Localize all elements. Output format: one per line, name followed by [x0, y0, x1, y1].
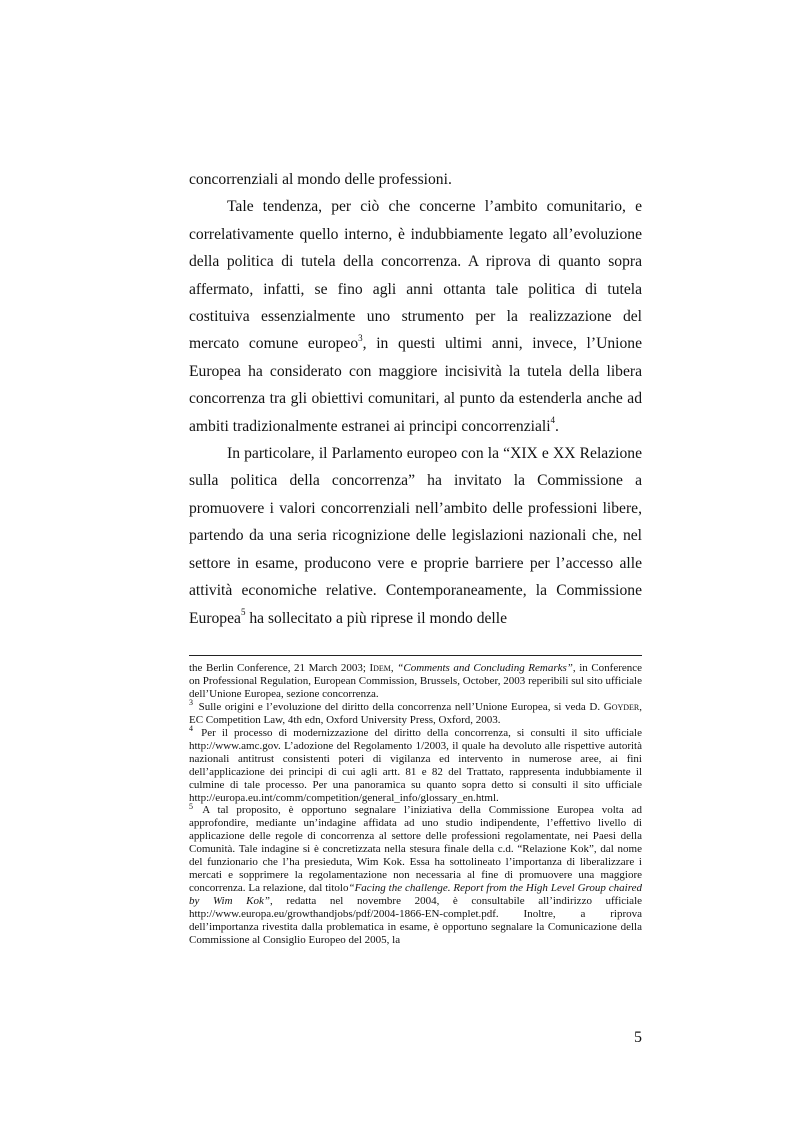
- paragraph-1: concorrenziali al mondo delle professioni.: [189, 171, 452, 188]
- paragraph-2: Tale tendenza, per ciò che concerne l’ambito comunitario, e correlativamente quello interno, è indubbiamente legato all’evoluzione della politica di tutela della concorrenza. A riprova di quanto sopra affermato, infatti, se fino agli anni ottanta tale politica di tutela costituiva essenzialmente uno strumento per la realizzazione del mercato comune europeo$^3$, in questi ultimi anni, invece, l’Unione Europea ha considerato con maggiore incisività la tutela della libera concorrenza tra gli obiettivi comunitari, al punto da estenderla anche ad ambiti tradizionalmente estranei ai principi concorrenziali$^4$.: [189, 198, 642, 435]
- body-text: [189, 166, 642, 632]
- paragraph-3: In particolare, il Parlamento europeo con la “XIX e XX Relazione sulla politica della concorrenza” ha invitato la Commissione a promuovere i valori concorrenziali nell’ambito delle professioni libere, partendo da una seria ricognizione delle legislazioni nazionali che, nel settore in esame, producono vere e proprie barriere per l’accesso alle attività economiche relative. Contemporaneamente, la Commissione Europea$^5$ ha sollecitato a più riprese il mondo delle: [189, 445, 642, 627]
- footnote-ref-4[interactable]: 4: [550, 415, 556, 426]
- footnote-ref-3[interactable]: 3: [358, 333, 363, 344]
- footnote-3: $^3$ Sulle origini e l’evoluzione del diritto della concorrenza nell’Unione Europea, si veda D. Goyder, EC Competition Law, 4th edn, Oxford University Press, Oxford, 2003.: [189, 698, 642, 726]
- footnotes: [189, 662, 642, 947]
- footnote-separator: [189, 655, 642, 656]
- footnote-4: $^4$ Per il processo di modernizzazione del diritto della concorrenza, si consulti il sito ufficiale http://www.amc.gov. L’adozione del Regolamento 1/2003, il quale ha devoluto alle rispettive autorità nazionali antitrust consistenti poteri di vigilanza ed intervento in numerose aree, ai fini dell’applicazione dei principi di cui agli artt. 81 e 82 del Trattato, rappresenta indubbiamente il culmine di tale processo. Per una panoramica su quanto sopra detto si consulti il sito ufficiale http://europa.eu.int/comm/competition/general_info/glossary_en.html.: [189, 724, 642, 804]
- footnote-continued: the Berlin Conference, 21 March 2003; Idem, “Comments and Concluding Remarks”, in Conference on Professional Regulation, European Commission, Brussels, October, 2003 reperibili sul sito ufficiale dell’Unione Europea, sezione concorrenza.: [189, 662, 643, 700]
- page-number: 5: [634, 1029, 642, 1046]
- footnote-ref-5[interactable]: 5: [240, 607, 246, 618]
- footnote-5: $^5$ A tal proposito, è opportuno segnalare l’iniziativa della Commissione Europea volta ad approfondire, mediante un’indagine affidata ad uno studio indipendente, l’effettivo livello di applicazione delle regole di concorrenza al settore delle professioni regolamentate, nei Paesi della Comunità. Tale indagine si è concretizzata nella stesura finale della c.d. “Relazione Kok”, dal nome del funzionario che l’ha presieduta, Wim Kok. Essa ha sottolineato l’importanza di liberalizzare i mercati e sopprimere la regolamentazione non necessaria al fine di promuovere una maggiore concorrenza. La relazione, dal titolo“Facing the challenge. Report from the High Level Group chaired by Wim Kok”, redatta nel novembre 2004, è consultabile all’indirizzo ufficiale http://www.europa.eu/growthandjobs/pdf/2004-1866-EN-complet.pdf. Inoltre, a riprova dell’importanza rivestita dalla problematica in esame, è opportuno segnalare la Comunicazione della Commissione al Consiglio Europeo del 2005, la: [189, 801, 643, 947]
